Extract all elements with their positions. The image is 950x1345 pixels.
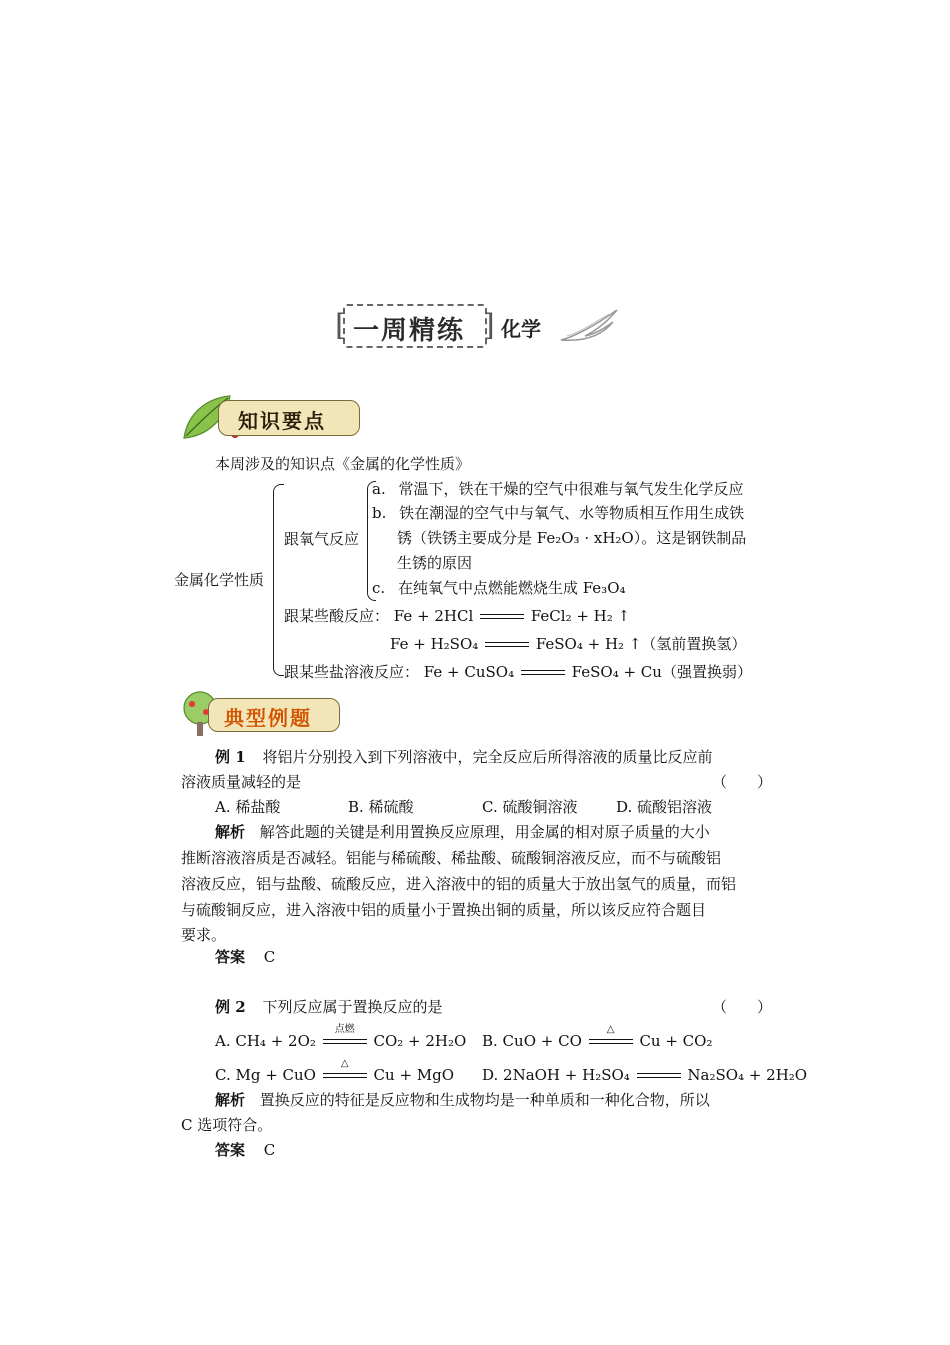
- example-label: 例 2: [215, 998, 246, 1016]
- section-heading-examples: [178, 690, 348, 740]
- answer-label: 答案: [215, 948, 246, 966]
- example2-option-a: [215, 1024, 467, 1051]
- option-right: Cu + MgO: [373, 1066, 455, 1084]
- analysis-label: 解析: [215, 823, 246, 841]
- acid-line-2: [390, 634, 746, 654]
- option-left: A. CH₄ + 2O₂: [215, 1032, 316, 1050]
- acid-eq2-left: Fe + H₂SO₄: [390, 635, 479, 653]
- example1-option-c: C. 硫酸铜溶液: [482, 798, 578, 816]
- reaction-condition: △: [606, 1024, 615, 1035]
- example1-option-a: A. 稀盐酸: [215, 798, 281, 816]
- acid-line: [284, 606, 630, 626]
- banner-bracket-right: ]: [483, 308, 495, 343]
- example1-analysis-line5: 要求。: [181, 926, 227, 944]
- oxygen-item-b-line2: 锈（铁锈主要成分是 Fe₂O₃ · xH₂O）。这是钢铁制品: [397, 529, 747, 547]
- example2-option-c: [215, 1058, 455, 1085]
- oxygen-item-b-line3: 生锈的原因: [397, 554, 473, 572]
- example1-analysis-line3: 溶液反应，铝与盐酸、硫酸反应，进入溶液中的铝的质量大于放出氢气的质量，而铝: [181, 875, 737, 893]
- example1-analysis-line2: 推断溶液溶质是否减轻。铝能与稀硫酸、稀盐酸、硫酸铜溶液反应，而不与硫酸铝: [181, 849, 722, 867]
- example1-answer: [215, 947, 275, 967]
- example2-answer: [215, 1140, 275, 1160]
- eq-arrow: [480, 612, 524, 622]
- item-mark: a.: [372, 480, 386, 498]
- eq-arrow: [521, 668, 565, 678]
- item-mark: c.: [372, 579, 386, 597]
- oxygen-item-c: [372, 578, 626, 598]
- salt-eq-right: FeSO₄ + Cu（强置换弱）: [571, 663, 752, 681]
- example2-paren: （ ）: [712, 998, 773, 1016]
- root-label: 金属化学性质: [174, 571, 265, 589]
- acid-eq1-right: FeCl₂ + H₂ ↑: [530, 607, 631, 625]
- option-right: Na₂SO₄ + 2H₂O: [687, 1066, 808, 1084]
- acid-label: 跟某些酸反应：: [284, 607, 390, 625]
- example1-paren: （ ）: [712, 773, 773, 791]
- answer-value: C: [263, 948, 276, 966]
- answer-label: 答案: [215, 1141, 246, 1159]
- question-text: 下列反应属于置换反应的是: [262, 998, 443, 1016]
- example1-analysis-line1: [215, 822, 710, 842]
- analysis-text: 解答此题的关键是利用置换反应原理，用金属的相对原子质量的大小: [259, 823, 710, 841]
- section-heading-knowledge: [178, 392, 368, 444]
- reaction-condition: △: [340, 1058, 349, 1069]
- section-heading-title: 知识要点: [238, 409, 326, 433]
- analysis-text: 置换反应的特征是反应物和生成物均是一种单质和一种化合物，所以: [259, 1091, 710, 1109]
- oxygen-item-b: [372, 503, 744, 523]
- item-mark: b.: [372, 504, 387, 522]
- item-text: 铁在潮湿的空气中与氧气、水等物质相互作用生成铁: [399, 504, 745, 522]
- acid-eq1-left: Fe + 2HCl: [393, 607, 474, 625]
- option-right: CO₂ + 2H₂O: [373, 1032, 467, 1050]
- oxygen-label: 跟氧气反应: [284, 530, 360, 548]
- eq-arrow: [485, 640, 529, 650]
- example2-option-d: [482, 1065, 807, 1085]
- section-heading-title: 典型例题: [224, 706, 312, 730]
- example1-option-b: B. 稀硫酸: [348, 798, 414, 816]
- oxygen-item-a: [372, 479, 744, 499]
- outer-brace: [273, 484, 284, 676]
- subject-label: 化学: [501, 317, 541, 341]
- banner-bracket-left: [: [335, 308, 347, 343]
- example-label: 例 1: [215, 748, 246, 766]
- salt-line: [284, 662, 752, 682]
- option-left: B. CuO + CO: [482, 1032, 582, 1050]
- option-left: D. 2NaOH + H₂SO₄: [482, 1066, 630, 1084]
- page-header: [335, 296, 625, 356]
- example1-option-d: D. 硫酸铝溶液: [616, 798, 713, 816]
- question-text: 将铝片分别投入到下列溶液中，完全反应后所得溶液的质量比反应前: [262, 748, 713, 766]
- example1-analysis-line4: 与硫酸铜反应，进入溶液中铝的质量小于置换出铜的质量，所以该反应符合题目: [181, 901, 707, 919]
- example1-question: [215, 747, 712, 767]
- banner-title: 一周精练: [353, 316, 466, 346]
- example2-analysis-line1: [215, 1090, 710, 1110]
- example1-question-line2: 溶液质量减轻的是: [181, 773, 302, 791]
- salt-eq-left: Fe + CuSO₄: [423, 663, 515, 681]
- salt-label: 跟某些盐溶液反应：: [284, 663, 420, 681]
- item-text: 在纯氧气中点燃能燃烧生成 Fe₃O₄: [397, 579, 626, 597]
- example2-analysis-line2: C 选项符合。: [181, 1116, 273, 1134]
- option-right: Cu + CO₂: [639, 1032, 713, 1050]
- intro-text: 本周涉及的知识点《金属的化学性质》: [215, 455, 471, 473]
- example2-question: [215, 997, 442, 1017]
- eq-arrow: [637, 1071, 681, 1081]
- analysis-label: 解析: [215, 1091, 246, 1109]
- answer-value: C: [263, 1141, 276, 1159]
- eq-arrow: [323, 1058, 367, 1081]
- eq-arrow: [323, 1024, 367, 1047]
- acid-eq2-right: FeSO₄ + H₂ ↑（氢前置换氢）: [535, 635, 747, 653]
- option-left: C. Mg + CuO: [215, 1066, 316, 1084]
- wing-icon: [557, 306, 621, 346]
- item-text: 常温下，铁在干燥的空气中很难与氧气发生化学反应: [398, 480, 744, 498]
- example2-option-b: [482, 1024, 713, 1051]
- reaction-condition: 点燃: [334, 1024, 355, 1035]
- eq-arrow: [589, 1024, 633, 1047]
